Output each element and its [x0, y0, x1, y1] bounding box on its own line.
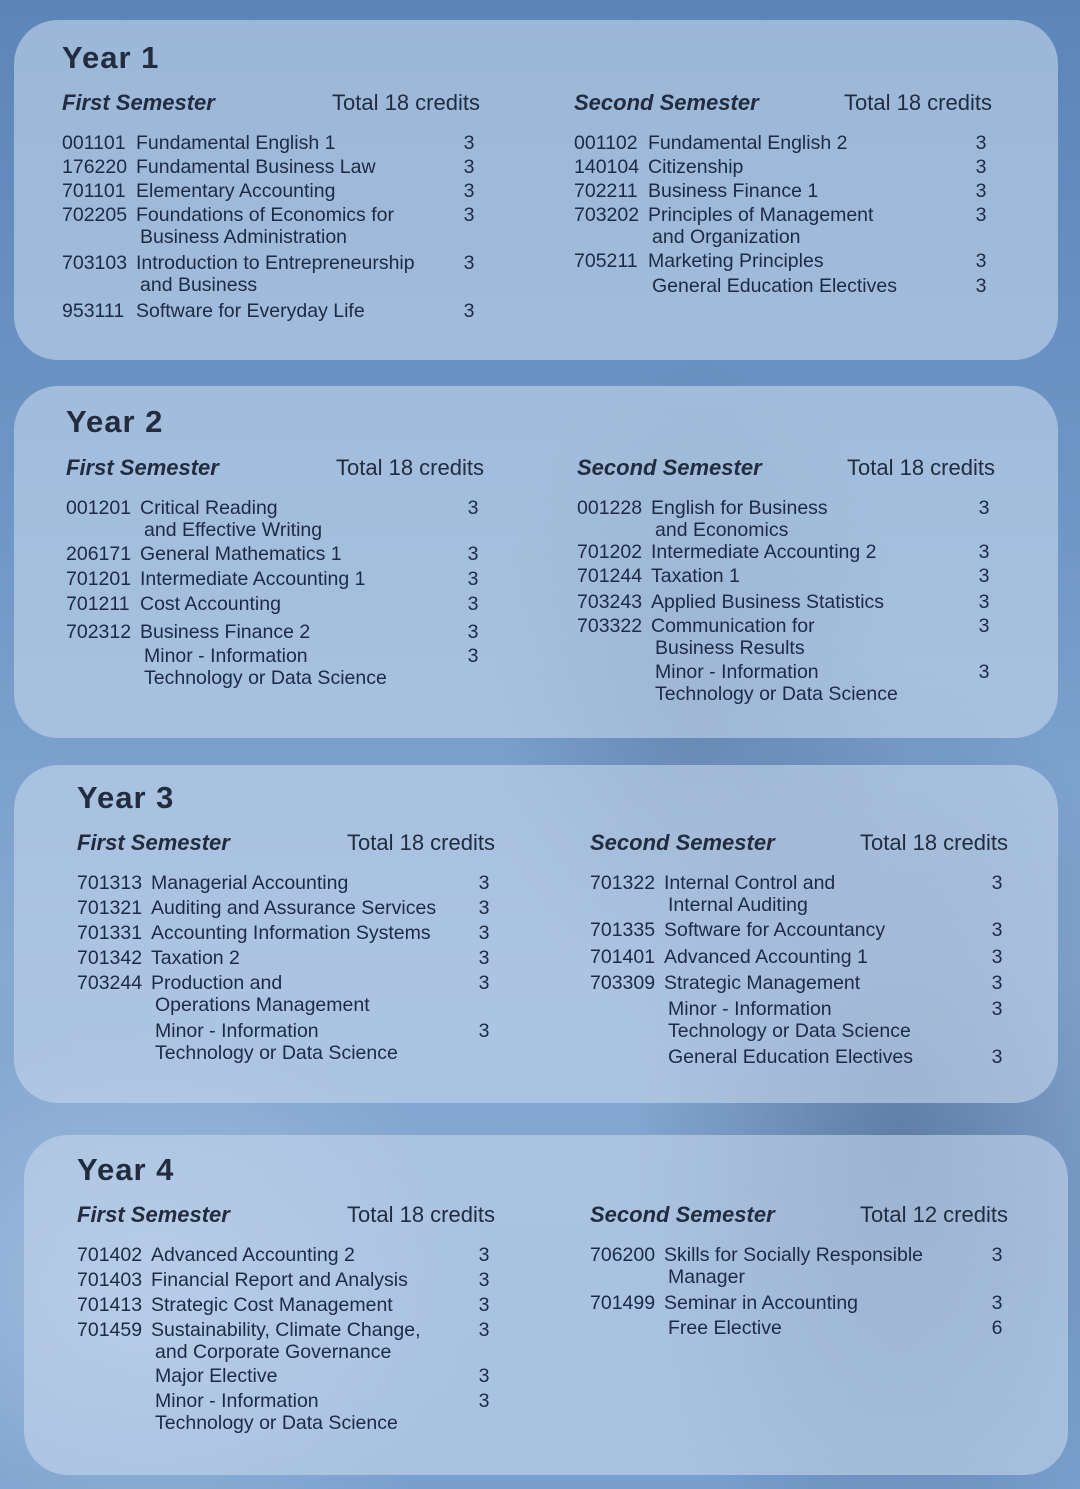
course-credits: 3 — [478, 1390, 490, 1412]
course-name-continued: and Effective Writing — [144, 519, 323, 541]
course-code: 176220 — [62, 156, 128, 178]
course-code: 701335 — [590, 919, 656, 941]
course-name: Accounting Information Systems — [151, 922, 431, 944]
course-name: Sustainability, Climate Change, — [151, 1319, 421, 1341]
course-name-continued: Business Administration — [140, 226, 348, 248]
course-credits: 3 — [467, 645, 479, 667]
course-name: Citizenship — [648, 156, 744, 178]
course-credits: 3 — [478, 1020, 490, 1042]
course-credits: 3 — [991, 972, 1003, 994]
course-name: Software for Accountancy — [664, 919, 886, 941]
course-credits: 3 — [463, 300, 475, 322]
course-name: Internal Control and — [664, 872, 836, 894]
course-name: Strategic Management — [664, 972, 861, 994]
course-credits: 3 — [978, 565, 990, 587]
year-title: Year 2 — [66, 404, 164, 439]
course-code: 703103 — [62, 252, 128, 274]
course-code: 703244 — [77, 972, 143, 994]
course-name: Production and — [151, 972, 283, 994]
course-code: 001102 — [574, 132, 638, 154]
course-name: Elementary Accounting — [136, 180, 336, 202]
course-credits: 6 — [991, 1317, 1003, 1339]
semester-name: First Semester — [62, 90, 215, 115]
course-code: 701499 — [590, 1292, 656, 1314]
course-code: 701401 — [590, 946, 656, 968]
course-credits: 3 — [975, 156, 987, 178]
course-credits: 3 — [463, 180, 475, 202]
year-title: Year 1 — [62, 40, 160, 75]
course-name: Communication for — [651, 615, 815, 637]
course-credits: 3 — [463, 156, 475, 178]
course-name: Fundamental English 2 — [648, 132, 848, 154]
first-semester-block — [62, 90, 502, 322]
course-name: Advanced Accounting 2 — [151, 1244, 355, 1266]
course-name: Intermediate Accounting 1 — [140, 568, 366, 590]
course-code: 701331 — [77, 922, 143, 944]
course-code: 701342 — [77, 947, 143, 969]
course-name: General Education Electives — [668, 1046, 913, 1068]
course-name: Cost Accounting — [140, 593, 281, 615]
course-name: Software for Everyday Life — [136, 300, 365, 322]
course-code: 703322 — [577, 615, 643, 637]
semester-name: First Semester — [66, 455, 219, 480]
semester-header — [62, 90, 502, 120]
course-credits: 3 — [991, 946, 1003, 968]
course-name: Foundations of Economics for — [136, 204, 394, 226]
first-semester-block — [77, 1202, 517, 1434]
semester-name: Second Semester — [590, 1202, 775, 1227]
course-name: Fundamental Business Law — [136, 156, 376, 178]
course-code: 706200 — [590, 1244, 656, 1266]
first-semester-block — [77, 830, 517, 1064]
semester-total-credits: Total 18 credits — [347, 830, 495, 855]
course-name-continued: Business Results — [655, 637, 805, 659]
course-credits: 3 — [478, 947, 490, 969]
course-code: 702211 — [574, 180, 638, 202]
course-code: 701202 — [577, 541, 643, 563]
course-name-continued: Manager — [668, 1266, 745, 1288]
course-name-continued: Technology or Data Science — [144, 667, 387, 689]
course-credits: 3 — [991, 1046, 1003, 1068]
course-name: General Mathematics 1 — [140, 543, 342, 565]
course-code: 701402 — [77, 1244, 143, 1266]
course-credits: 3 — [978, 497, 990, 519]
course-credits: 3 — [978, 615, 990, 637]
course-credits: 3 — [975, 132, 987, 154]
course-credits: 3 — [478, 1244, 490, 1266]
course-credits: 3 — [478, 922, 490, 944]
course-code: 701413 — [77, 1294, 143, 1316]
course-code: 953111 — [62, 300, 125, 322]
semester-name: Second Semester — [590, 830, 775, 855]
second-semester-block — [577, 455, 1017, 705]
course-credits: 3 — [991, 919, 1003, 941]
semester-name: Second Semester — [574, 90, 759, 115]
course-credits: 3 — [478, 1365, 490, 1387]
course-credits: 3 — [991, 872, 1003, 894]
course-credits: 3 — [975, 250, 987, 272]
course-name: Minor - Information — [144, 645, 308, 667]
course-credits: 3 — [463, 252, 475, 274]
semester-total-credits: Total 18 credits — [847, 455, 995, 480]
course-name-continued: Technology or Data Science — [655, 683, 898, 705]
course-credits: 3 — [467, 497, 479, 519]
course-name: Intermediate Accounting 2 — [651, 541, 877, 563]
semester-header — [590, 830, 1030, 860]
course-name: Major Elective — [155, 1365, 278, 1387]
course-credits: 3 — [978, 591, 990, 613]
course-credits: 3 — [463, 132, 475, 154]
course-credits: 3 — [467, 568, 479, 590]
course-code: 701459 — [77, 1319, 143, 1341]
course-credits: 3 — [978, 661, 990, 683]
course-name: Introduction to Entrepreneurship — [136, 252, 415, 274]
course-code: 701211 — [66, 593, 130, 615]
course-name: Financial Report and Analysis — [151, 1269, 408, 1291]
course-code: 001101 — [62, 132, 126, 154]
course-code: 701322 — [590, 872, 656, 894]
course-credits: 3 — [467, 593, 479, 615]
year-title: Year 4 — [77, 1152, 175, 1187]
course-code: 701201 — [66, 568, 132, 590]
semester-total-credits: Total 18 credits — [332, 90, 480, 115]
course-name-continued: Technology or Data Science — [155, 1042, 398, 1064]
course-name: Critical Reading — [140, 497, 278, 519]
semester-total-credits: Total 18 credits — [844, 90, 992, 115]
course-credits: 3 — [478, 1319, 490, 1341]
course-name: Marketing Principles — [648, 250, 824, 272]
course-code: 701321 — [77, 897, 143, 919]
semester-header — [577, 455, 1017, 485]
course-credits: 3 — [467, 621, 479, 643]
second-semester-block — [574, 90, 1014, 297]
semester-name: First Semester — [77, 1202, 230, 1227]
course-code: 702312 — [66, 621, 132, 643]
course-code: 703309 — [590, 972, 656, 994]
course-name: Managerial Accounting — [151, 872, 349, 894]
course-name-continued: and Organization — [652, 226, 801, 248]
second-semester-block — [590, 1202, 1030, 1339]
course-name: Principles of Management — [648, 204, 874, 226]
semester-header — [77, 1202, 517, 1232]
course-name-continued: Operations Management — [155, 994, 370, 1016]
course-credits: 3 — [478, 872, 490, 894]
course-name: Strategic Cost Management — [151, 1294, 393, 1316]
course-name-continued: and Economics — [655, 519, 789, 541]
course-code: 703243 — [577, 591, 643, 613]
course-code: 705211 — [574, 250, 638, 272]
course-name: General Education Electives — [652, 275, 897, 297]
course-name: Taxation 2 — [151, 947, 240, 969]
course-credits: 3 — [975, 275, 987, 297]
course-name-continued: and Corporate Governance — [155, 1341, 392, 1363]
course-name: Advanced Accounting 1 — [664, 946, 868, 968]
course-credits: 3 — [991, 1244, 1003, 1266]
course-name: Auditing and Assurance Services — [151, 897, 437, 919]
course-credits: 3 — [991, 1292, 1003, 1314]
course-code: 001228 — [577, 497, 643, 519]
course-credits: 3 — [478, 1294, 490, 1316]
course-code: 703202 — [574, 204, 640, 226]
course-credits: 3 — [478, 1269, 490, 1291]
semester-name: First Semester — [77, 830, 230, 855]
course-code: 001201 — [66, 497, 132, 519]
course-code: 701403 — [77, 1269, 143, 1291]
semester-total-credits: Total 18 credits — [860, 830, 1008, 855]
course-name-continued: Internal Auditing — [668, 894, 808, 916]
course-name-continued: and Business — [140, 274, 258, 296]
semester-total-credits: Total 12 credits — [860, 1202, 1008, 1227]
course-code: 701101 — [62, 180, 126, 202]
course-name: Taxation 1 — [651, 565, 740, 587]
course-credits: 3 — [978, 541, 990, 563]
course-credits: 3 — [478, 972, 490, 994]
course-credits: 3 — [478, 897, 490, 919]
course-name: Minor - Information — [155, 1390, 319, 1412]
course-name: Business Finance 2 — [140, 621, 311, 643]
course-name: Free Elective — [668, 1317, 782, 1339]
course-code: 206171 — [66, 543, 132, 565]
semester-total-credits: Total 18 credits — [347, 1202, 495, 1227]
course-code: 702205 — [62, 204, 128, 226]
second-semester-block — [590, 830, 1030, 1068]
course-name: Applied Business Statistics — [651, 591, 885, 613]
course-credits: 3 — [975, 180, 987, 202]
semester-total-credits: Total 18 credits — [336, 455, 484, 480]
course-name-continued: Technology or Data Science — [668, 1020, 911, 1042]
course-name: Business Finance 1 — [648, 180, 819, 202]
course-credits: 3 — [991, 998, 1003, 1020]
course-code: 701313 — [77, 872, 143, 894]
course-name: English for Business — [651, 497, 828, 519]
semester-name: Second Semester — [577, 455, 762, 480]
course-credits: 3 — [467, 543, 479, 565]
course-code: 140104 — [574, 156, 640, 178]
semester-header — [66, 455, 506, 485]
year-title: Year 3 — [77, 780, 175, 815]
first-semester-block — [66, 455, 506, 689]
course-code: 701244 — [577, 565, 643, 587]
course-credits: 3 — [975, 204, 987, 226]
course-name-continued: Technology or Data Science — [155, 1412, 398, 1434]
course-name: Fundamental English 1 — [136, 132, 336, 154]
semester-header — [77, 830, 517, 860]
course-name: Skills for Socially Responsible — [664, 1244, 924, 1266]
semester-header — [574, 90, 1014, 120]
course-name: Seminar in Accounting — [664, 1292, 859, 1314]
course-name: Minor - Information — [668, 998, 832, 1020]
course-credits: 3 — [463, 204, 475, 226]
semester-header — [590, 1202, 1030, 1232]
course-name: Minor - Information — [655, 661, 819, 683]
course-name: Minor - Information — [155, 1020, 319, 1042]
